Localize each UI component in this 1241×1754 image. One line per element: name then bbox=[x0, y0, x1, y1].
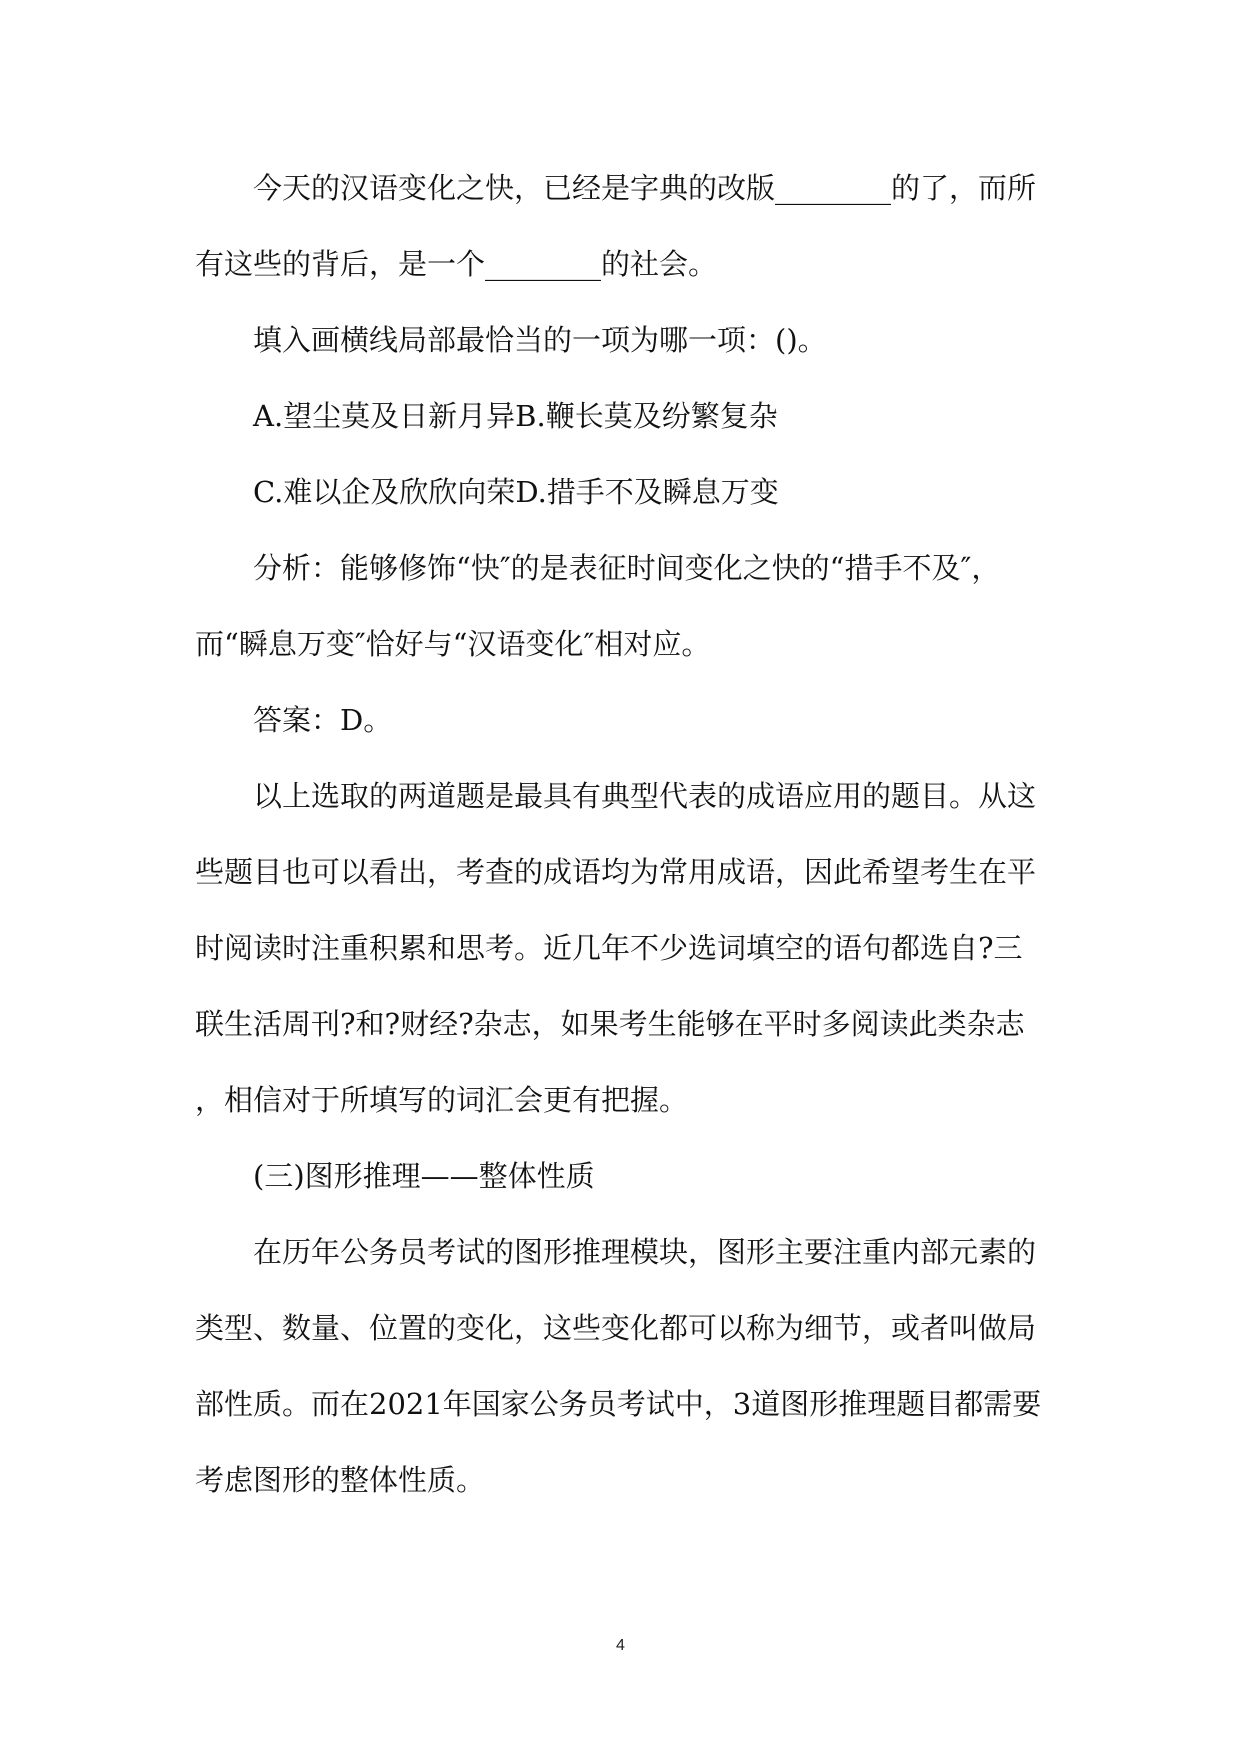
question-stem-paragraph bbox=[195, 150, 1047, 302]
text-line: 分析：能够修饰“快″的是表征时间变化之快的“措手不及″， bbox=[253, 551, 1001, 585]
options-cd-paragraph bbox=[195, 454, 1047, 530]
section-body-paragraph bbox=[195, 1214, 1047, 1518]
text-line: 时阅读时注重积累和思考。近几年不少选词填空的语句都选自?三 bbox=[195, 931, 1023, 965]
analysis-paragraph bbox=[195, 530, 1047, 682]
text-line: 类型、数量、位置的变化，这些变化都可以称为细节，或者叫做局 bbox=[195, 1311, 1037, 1345]
text-line: 考虑图形的整体性质。 bbox=[195, 1463, 486, 1497]
answer-paragraph bbox=[195, 682, 1047, 758]
text-body bbox=[195, 150, 1047, 1518]
summary-paragraph bbox=[195, 758, 1047, 1138]
text-line: 填入画横线局部最恰当的一项为哪一项：()。 bbox=[253, 323, 827, 357]
text-line: 些题目也可以看出，考查的成语均为常用成语，因此希望考生在平 bbox=[195, 855, 1037, 889]
text-line: 联生活周刊?和?财经?杂志，如果考生能够在平时多阅读此类杂志 bbox=[195, 1007, 1025, 1041]
text-line: 在历年公务员考试的图形推理模块，图形主要注重内部元素的 bbox=[253, 1235, 1037, 1269]
text-line: 以上选取的两道题是最具有典型代表的成语应用的题目。从这 bbox=[253, 779, 1037, 813]
text-line: 有这些的背后，是一个________的社会。 bbox=[195, 247, 718, 281]
section-heading bbox=[195, 1138, 1047, 1214]
text-line: 而“瞬息万变″恰好与“汉语变化″相对应。 bbox=[195, 627, 711, 661]
options-ab-paragraph bbox=[195, 378, 1047, 454]
text-line: 部性质。而在2021年国家公务员考试中，3道图形推理题目都需要 bbox=[195, 1387, 1042, 1421]
text-line: C.难以企及欣欣向荣D.措手不及瞬息万变 bbox=[253, 475, 779, 509]
text-line: A.望尘莫及日新月异B.鞭长莫及纷繁复杂 bbox=[253, 399, 778, 433]
page-number: 4 bbox=[616, 1637, 625, 1654]
text-line: (三)图形推理——整体性质 bbox=[253, 1159, 595, 1193]
question-prompt-paragraph bbox=[195, 302, 1047, 378]
text-line: 今天的汉语变化之快，已经是字典的改版________的了，而所 bbox=[253, 171, 1037, 205]
text-line: ，相信对于所填写的词汇会更有把握。 bbox=[195, 1083, 689, 1117]
text-line: 答案：D。 bbox=[253, 703, 393, 737]
